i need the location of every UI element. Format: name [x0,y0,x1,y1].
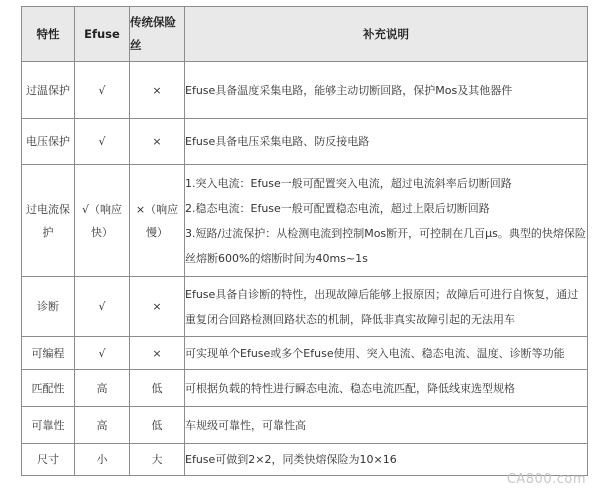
traditional-fuse-cell: 大 [130,444,185,476]
traditional-fuse-cell: ×（响应慢） [130,165,185,277]
note-cell [185,119,588,165]
table-row [22,370,588,407]
header-feature: 特性 [22,7,75,62]
note-line: Efuse具备电压采集电路、防反接电路 [185,135,370,148]
table-row [22,277,588,337]
table-row [22,337,588,370]
efuse-cell: √ [75,119,130,165]
table-row [22,444,588,476]
efuse-cell: √ [75,277,130,337]
note-cell [185,337,588,370]
note-line: 可实现单个Efuse或多个Efuse使用、突入电流、稳态电流、温度、诊断等功能 [185,346,565,360]
note-cell [185,370,588,407]
note-line: 1.突入电流：Efuse一般可配置突入电流，超过电流斜率后切断回路 [185,176,512,190]
note-cell [185,444,588,476]
note-line: 可根据负载的特性进行瞬态电流、稳态电流匹配，降低线束选型规格 [185,381,515,395]
feature-cell: 过电流保护 [22,165,75,277]
watermark: CA800.com [506,472,586,487]
feature-cell: 可编程 [22,337,75,370]
traditional-fuse-cell: 低 [130,370,185,407]
efuse-cell: √（响应快） [75,165,130,277]
comparison-table [21,6,588,476]
note-cell [185,407,588,444]
feature-cell: 诊断 [22,277,75,337]
table-row [22,165,588,277]
feature-cell: 可靠性 [22,407,75,444]
note-line: 2.稳态电流：Efuse一般可配置稳态电流，超过上限后切断回路 [185,201,490,215]
header-traditional-fuse: 传统保险丝 [130,7,185,62]
table-row [22,62,588,119]
feature-cell: 过温保护 [22,62,75,119]
efuse-cell: √ [75,337,130,370]
traditional-fuse-cell: × [130,277,185,337]
table-row [22,407,588,444]
table-row [22,119,588,165]
efuse-cell: √ [75,62,130,119]
note-line: Efuse具备温度采集电路，能够主动切断回路，保护Mos及其他器件 [185,83,513,97]
feature-cell: 尺寸 [22,444,75,476]
efuse-cell: 小 [75,444,130,476]
note-cell [185,62,588,119]
efuse-cell: 高 [75,407,130,444]
feature-cell: 电压保护 [22,119,75,165]
note-line: 3.短路/过流保护：从检测电流到控制Mos断开，可控制在几百μs。典型的快熔保险丝熔断600%的熔断时间为40ms~1s [185,226,586,265]
traditional-fuse-cell: × [130,119,185,165]
traditional-fuse-cell: × [130,337,185,370]
feature-cell: 匹配性 [22,370,75,407]
note-line: 车规级可靠性，可靠性高 [185,418,306,432]
traditional-fuse-cell: × [130,62,185,119]
note-cell [185,165,588,277]
note-line: Efuse可做到2×2，同类快熔保险为10×16 [185,453,397,466]
header-notes: 补充说明 [185,7,588,62]
header-efuse: Efuse [75,7,130,62]
header-row [22,7,588,62]
note-cell [185,277,588,337]
efuse-cell: 高 [75,370,130,407]
note-line: Efuse具备自诊断的特性，出现故障后能够上报原因；故障后可进行自恢复，通过重复闭合回路检测回路状态的机制，降低非真实故障引起的无法用车 [185,287,579,326]
traditional-fuse-cell: 低 [130,407,185,444]
